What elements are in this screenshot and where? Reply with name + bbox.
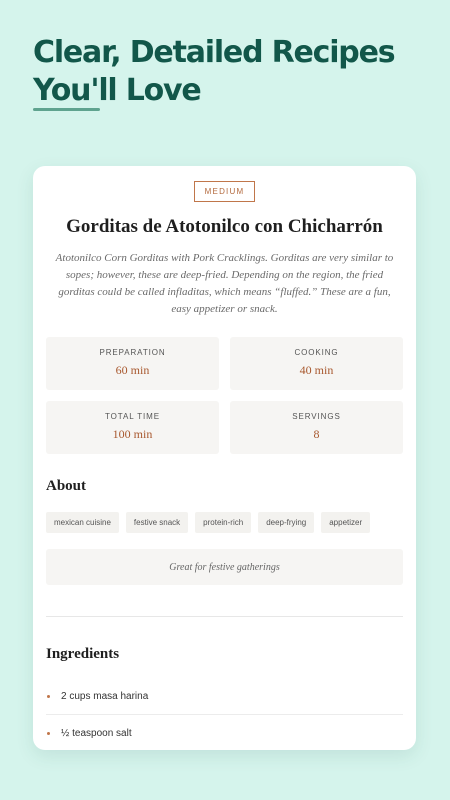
- occasion-note: Great for festive gatherings: [46, 549, 403, 585]
- stat-label: SERVINGS: [292, 412, 341, 421]
- bullet-icon: [47, 695, 50, 698]
- tag-chip[interactable]: deep-frying: [258, 512, 314, 533]
- stat-servings: [230, 401, 403, 454]
- ingredients-heading: Ingredients: [46, 646, 120, 662]
- tag-chip[interactable]: protein-rich: [195, 512, 251, 533]
- tag-chip[interactable]: festive snack: [126, 512, 188, 533]
- stat-label: PREPARATION: [99, 348, 166, 357]
- ingredient-text: ½ teaspoon salt: [61, 727, 132, 739]
- section-divider: [46, 616, 403, 617]
- stat-value: 40 min: [299, 363, 334, 377]
- bullet-icon: [47, 732, 50, 735]
- promo-headline-line-1: Clear, Detailed Recipes: [33, 35, 395, 70]
- stat-label: COOKING: [294, 348, 339, 357]
- ingredient-item[interactable]: [46, 715, 403, 750]
- difficulty-badge: MEDIUM: [194, 181, 255, 202]
- ingredient-item[interactable]: [46, 679, 403, 715]
- tag-list: [46, 512, 370, 533]
- stat-label: TOTAL TIME: [105, 412, 160, 421]
- stat-cooking: [230, 337, 403, 390]
- stat-value: 60 min: [115, 363, 150, 377]
- recipe-description: Atotonilco Corn Gorditas with Pork Cracklings. Gorditas are very similar to sopes; however, these are deep-fried. Depending on the region, the fried gorditas could be called infladitas, which means “fluffed.” These are a fun, easy appetizer or snack.: [55, 252, 394, 315]
- recipe-card[interactable]: [33, 166, 416, 750]
- stat-value: 100 min: [112, 427, 153, 441]
- ingredient-text: 2 cups masa harina: [61, 691, 149, 702]
- promo-headline-line-2: You'll Love: [33, 73, 201, 108]
- stat-total-time: [46, 401, 219, 454]
- tag-chip[interactable]: mexican cuisine: [46, 512, 119, 533]
- stat-preparation: [46, 337, 219, 390]
- recipe-title: Gorditas de Atotonilco con Chicharrón: [66, 216, 383, 237]
- stat-value: 8: [313, 427, 320, 441]
- headline-underline: [33, 108, 100, 111]
- tag-chip[interactable]: appetizer: [321, 512, 370, 533]
- about-heading: About: [46, 478, 87, 494]
- promo-headline: [33, 34, 423, 110]
